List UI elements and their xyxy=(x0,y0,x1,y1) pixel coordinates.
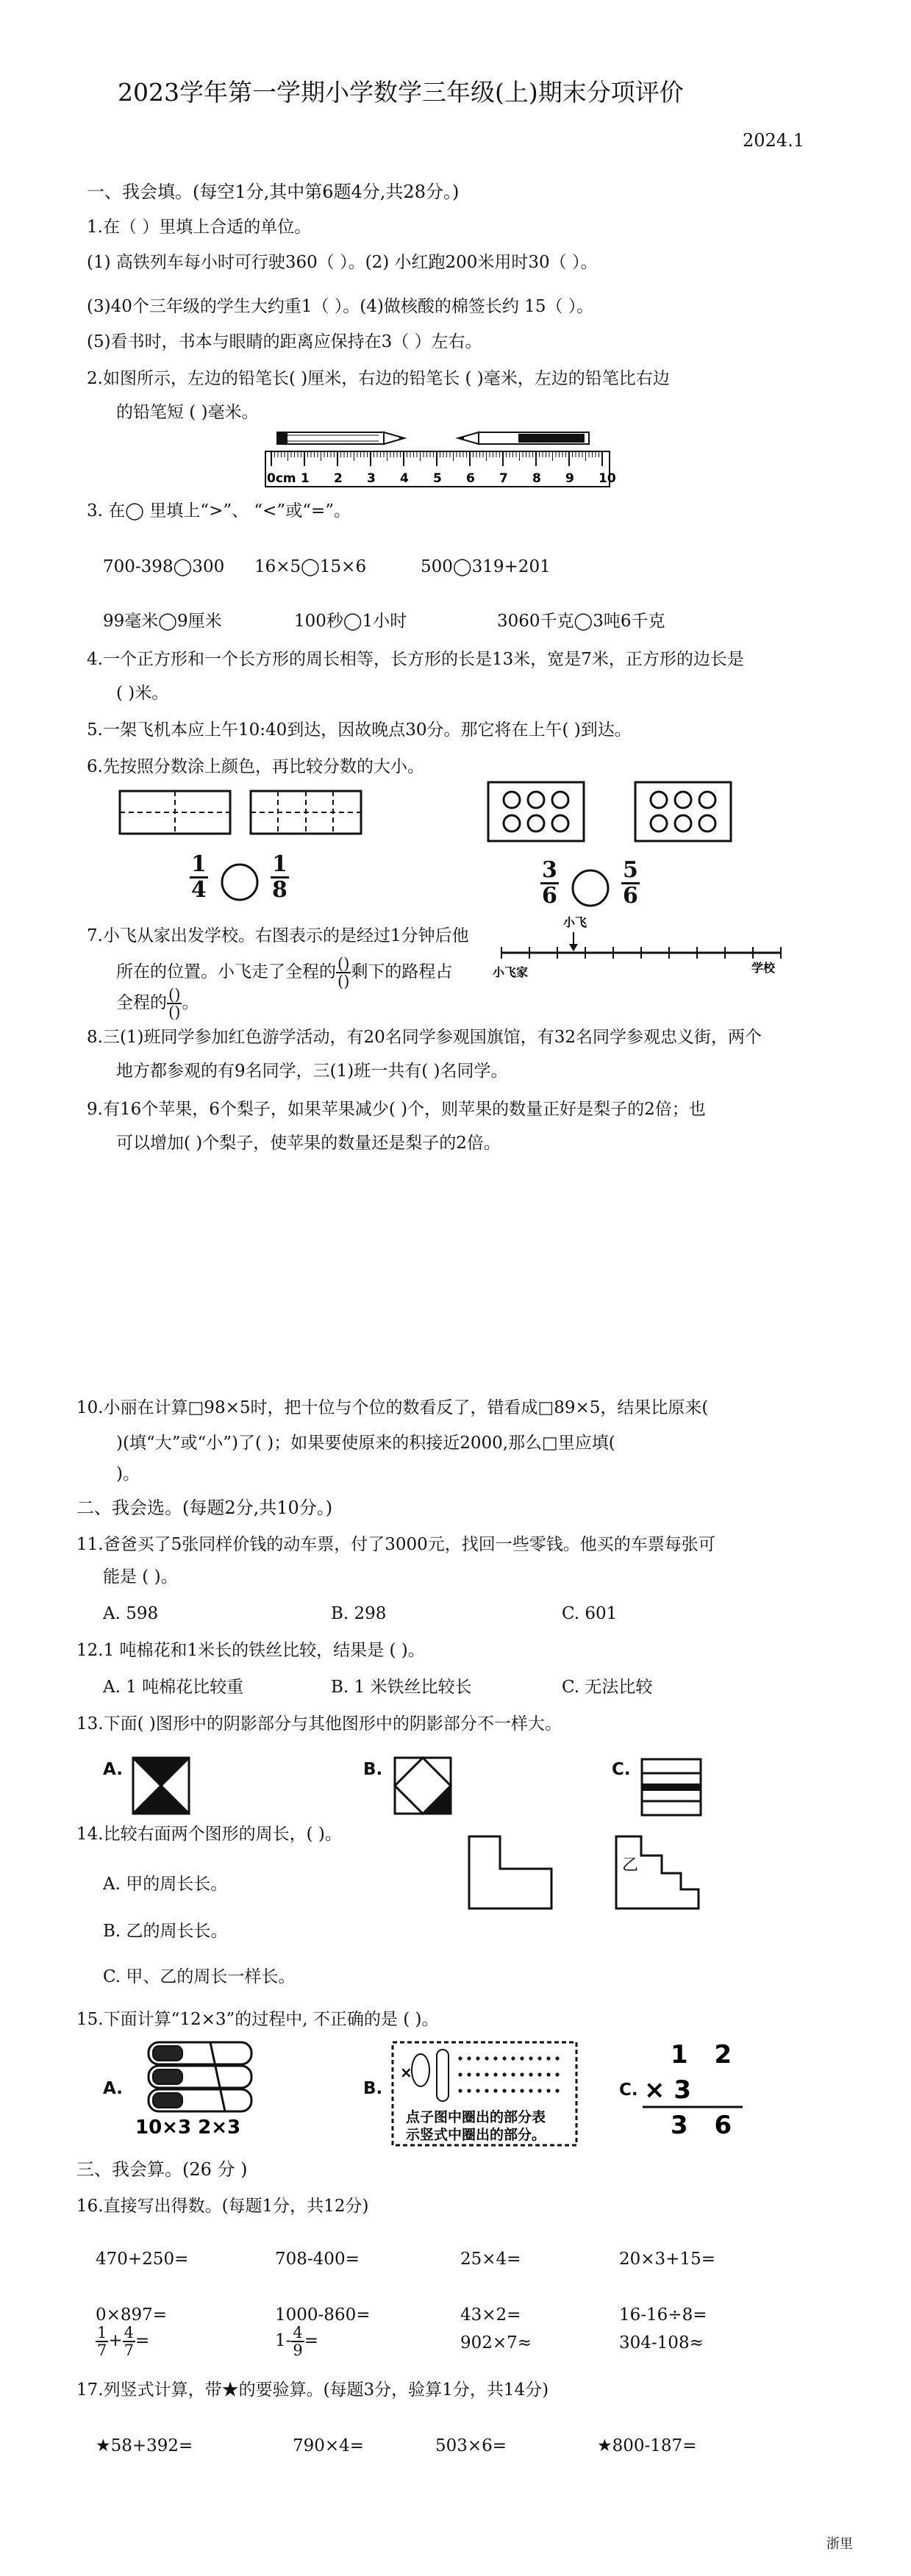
q15-stem: 15.下面计算“12×3”的过程中, 不正确的是 ( )。 xyxy=(76,2010,439,2029)
q10-line2: )(填“大”或“小”)了( )；如果要使原来的积接近2000,那么□里应填( xyxy=(116,1434,615,1453)
shape-jia xyxy=(469,1836,551,1908)
vertical-bottom: 3 6 xyxy=(671,2111,741,2140)
q16-r3-a: $\frac{1}{7}$ + $\frac{4}{7}$ = xyxy=(97,2324,150,2359)
q6-rectangles xyxy=(114,785,364,837)
right-pencil xyxy=(458,432,589,444)
q15-figure-b xyxy=(390,2039,581,2150)
q1-stem: 1.在（ ）里填上合适的单位。 xyxy=(87,218,312,237)
ruler-label: 6 xyxy=(466,471,475,486)
q14-option-b[interactable]: B. 乙的周长长。 xyxy=(103,1922,228,1941)
q7-number-line xyxy=(493,912,794,985)
vertical-mid: × 3 xyxy=(644,2075,691,2105)
q15-label-c[interactable]: C. xyxy=(619,2081,638,2100)
q10-line3: )。 xyxy=(116,1464,140,1484)
q16-r3-b: 1- $\frac{4}{9}$ = xyxy=(275,2324,319,2359)
q9-line2: 可以增加( )个梨子，使苹果的数量还是梨子的2倍。 xyxy=(116,1134,501,1153)
q8-line1: 8.三(1)班同学参加红色游学活动，有20名同学参观国旗馆，有32名同学参观忠义街，两个 xyxy=(87,1028,762,1047)
fraction-5-6: 5 6 xyxy=(623,857,638,909)
q13-figure-c xyxy=(640,1757,703,1817)
q11-line1: 11.爸爸买了5张同样价钱的动车票，付了3000元，找回一些零钱。他买的车票每张可 xyxy=(76,1535,715,1554)
label-school: 学校 xyxy=(751,961,776,975)
q17-item-4: ★800-187= xyxy=(597,2436,697,2455)
q17-item-2: 790×4= xyxy=(293,2436,365,2455)
q11-line2: 能是 ( )。 xyxy=(103,1567,178,1586)
ruler-figure xyxy=(261,419,614,493)
ruler-label: 0cm xyxy=(267,471,296,486)
ruler-label: 8 xyxy=(532,471,541,486)
ruler-label: 7 xyxy=(499,471,508,486)
q11-option-a[interactable]: A. 598 xyxy=(103,1604,159,1623)
left-pencil xyxy=(277,432,404,444)
q11-option-b[interactable]: B. 298 xyxy=(331,1604,387,1623)
section3-heading: 三、我会算。(26 分 ) xyxy=(76,2159,248,2180)
svg-text:×: × xyxy=(400,2064,412,2081)
q16-r1-c: 25×4= xyxy=(460,2250,521,2269)
q15-label-b[interactable]: B. xyxy=(363,2079,383,2098)
q2-line2: 的铅笔短 ( )毫米。 xyxy=(116,403,259,422)
q16-r2-b: 1000-860= xyxy=(275,2305,371,2325)
ruler-label: 1 xyxy=(301,471,310,486)
section2-heading: 二、我会选。(每题2分,共10分。) xyxy=(76,1498,333,1518)
ruler-label: 9 xyxy=(565,471,574,486)
q4-line2: ( )米。 xyxy=(116,684,169,703)
page-title: 2023学年第一学期小学数学三年级(上)期末分项评价 xyxy=(118,78,684,107)
q3-r1-a: 700-398◯300 xyxy=(103,557,225,576)
q3-stem: 3. 在◯ 里填上“>”、 “<”或“=”。 xyxy=(87,501,351,520)
q1-line2: (3)40个三年级的学生大约重1（ ）。(4)做核酸的棉签长约 15（ ）。 xyxy=(87,297,594,316)
q17-stem: 17.列竖式计算，带★的要验算。(每题3分，验算1分，共14分) xyxy=(76,2380,549,2400)
ruler-label: 4 xyxy=(400,471,409,486)
q12-option-a[interactable]: A. 1 吨棉花比较重 xyxy=(103,1678,244,1697)
q14-shapes xyxy=(449,1828,801,1916)
q4-line1: 4.一个正方形和一个长方形的周长相等，长方形的长是13米，宽是7米，正方形的边长是 xyxy=(87,650,744,669)
q2-line1: 2.如图所示，左边的铅笔长( )厘米，右边的铅笔长 ( )毫米，左边的铅笔比右边 xyxy=(87,369,670,388)
q16-r2-c: 43×2= xyxy=(460,2305,521,2325)
q3-r2-c: 3060千克◯3吨6千克 xyxy=(497,612,665,631)
q16-r1-b: 708-400= xyxy=(275,2250,360,2269)
vertical-top: 1 2 xyxy=(671,2040,741,2069)
section1-heading: 一、我会填。(每空1分,其中第6题4分,共28分。) xyxy=(87,182,460,202)
q15-a-caption: 10×3 2×3 xyxy=(135,2117,241,2139)
ruler-label: 5 xyxy=(433,471,442,486)
q16-r1-d: 20×3+15= xyxy=(619,2250,715,2269)
fraction-3-6: 3 6 xyxy=(542,857,557,909)
q3-r2-b: 100秒◯1小时 xyxy=(294,612,407,631)
date: 2024.1 xyxy=(743,130,804,151)
q7-line2: 所在的位置。小飞走了全程的 () () 剩下的路程占 xyxy=(116,955,453,990)
q13-figure-b xyxy=(393,1756,453,1816)
q3-r1-b: 16×5◯15×6 xyxy=(254,557,367,576)
q1-line3: (5)看书时，书本与眼睛的距离应保持在3（ ）左右。 xyxy=(87,332,482,351)
q12-stem: 12.1 吨棉花和1米长的铁丝比较，结果是 ( )。 xyxy=(76,1641,425,1660)
q16-r2-d: 16-16÷8= xyxy=(619,2305,707,2325)
q14-option-c[interactable]: C. 甲、乙的周长一样长。 xyxy=(103,1967,296,1986)
ruler-label: 2 xyxy=(334,471,343,486)
label-home: 小飞家 xyxy=(493,965,529,979)
q16-stem: 16.直接写出得数。(每题1分，共12分) xyxy=(76,2197,369,2216)
ruler-label: 10 xyxy=(599,471,616,486)
q17-item-3: 503×6= xyxy=(435,2436,507,2455)
q17-item-1: ★58+392= xyxy=(96,2436,193,2455)
q15-figure-c xyxy=(640,2036,750,2139)
q3-r2-a: 99毫米◯9厘米 xyxy=(103,612,222,631)
fraction-1-4: 1 4 xyxy=(191,851,207,903)
label-xiaofei: 小飞 xyxy=(563,915,587,929)
q8-line2: 地方都参观的有9名同学，三(1)班一共有( )名同学。 xyxy=(116,1062,508,1081)
fraction-1-8: 1 8 xyxy=(272,851,287,903)
q11-option-c[interactable]: C. 601 xyxy=(562,1604,618,1623)
q10-line1: 10.小丽在计算□98×5时，把十位与个位的数看反了，错看成□89×5，结果比原来( xyxy=(76,1398,709,1417)
q13-label-a[interactable]: A. xyxy=(103,1760,123,1779)
q9-line1: 9.有16个苹果，6个梨子，如果苹果减少( )个，则苹果的数量正好是梨子的2倍；也 xyxy=(87,1100,706,1119)
q6-circle-boxes xyxy=(482,778,736,844)
q15-figure-a xyxy=(129,2036,269,2139)
ruler-label: 3 xyxy=(367,471,376,486)
q7-line3: 全程的 () () 。 xyxy=(116,986,199,1021)
q13-label-c[interactable]: C. xyxy=(612,1760,631,1779)
q5: 5.一架飞机本应上午10:40到达，因故晚点30分。那它将在上午( )到达。 xyxy=(87,720,632,740)
q14-stem: 14.比较右面两个图形的周长，( )。 xyxy=(76,1825,342,1844)
q15-b-caption-1: 点子图中圈出的部分表 xyxy=(406,2109,546,2125)
q15-b-caption-2: 示竖式中圈出的部分。 xyxy=(406,2127,546,2143)
q13-stem: 13.下面( )图形中的阴影部分与其他图形中的阴影部分不一样大。 xyxy=(76,1714,562,1734)
q13-figure-a xyxy=(131,1756,191,1816)
q6-stem: 6.先按照分数涂上颜色，再比较分数的大小。 xyxy=(87,757,424,776)
q16-r2-a: 0×897= xyxy=(96,2305,168,2325)
q1-line1: (1) 高铁列车每小时可行驶360（ ）。(2) 小红跑200米用时30（ ）。 xyxy=(87,253,598,272)
label-yi: 乙 xyxy=(622,1856,639,1875)
compare-circle[interactable] xyxy=(219,862,260,903)
q3-r1-c: 500◯319+201 xyxy=(421,557,551,576)
q12-option-b[interactable]: B. 1 米铁丝比较长 xyxy=(331,1678,472,1697)
q12-option-c[interactable]: C. 无法比较 xyxy=(562,1678,653,1697)
q14-option-a[interactable]: A. 甲的周长长。 xyxy=(103,1875,228,1894)
q16-r3-d: 304-108≈ xyxy=(619,2333,704,2353)
q7-line1: 7.小飞从家出发学校。右图表示的是经过1分钟后他 xyxy=(87,926,469,945)
footer-region: 浙里 xyxy=(826,2536,853,2552)
compare-circle[interactable] xyxy=(570,867,611,909)
q16-r3-c: 902×7≈ xyxy=(460,2333,532,2353)
q16-r1-a: 470+250= xyxy=(96,2250,189,2269)
q13-label-b[interactable]: B. xyxy=(363,1760,383,1779)
q15-label-a[interactable]: A. xyxy=(103,2079,123,2098)
